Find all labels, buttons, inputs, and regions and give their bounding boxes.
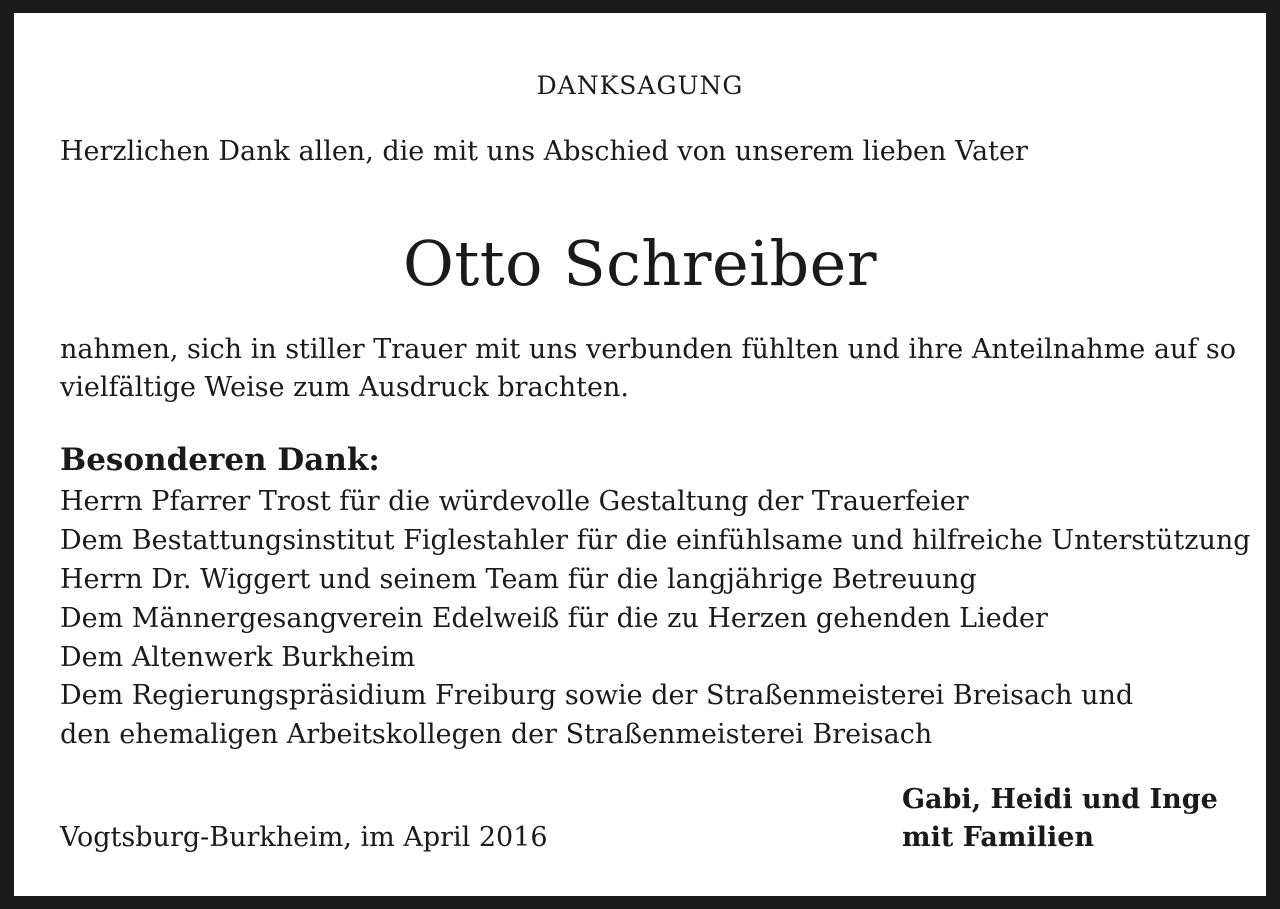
notice-heading: DANKSAGUNG [536,71,744,100]
body-text-line-2: vielfältige Weise zum Ausdruck brachten. [60,372,629,403]
thanks-item: Dem Regierungspräsidium Freiburg sowie der Straßenmeisterei Breisach und [60,680,1134,711]
intro-text: Herzlichen Dank allen, die mit uns Abschied von unserem lieben Vater [60,136,1028,167]
place-date: Vogtsburg-Burkheim, im April 2016 [60,822,548,853]
signature-line-2: mit Familien [902,822,1095,853]
thanks-item: Dem Männergesangverein Edelweiß für die zu Herzen gehenden Lieder [60,603,1048,634]
obituary-notice [14,13,1266,896]
thanks-item: Herrn Pfarrer Trost für die würdevolle Gestaltung der Trauerfeier [60,486,969,517]
deceased-name: Otto Schreiber [403,227,877,300]
special-thanks-title: Besonderen Dank: [60,442,380,478]
thanks-item: Herrn Dr. Wiggert und seinem Team für die langjährige Betreuung [60,564,977,595]
body-text-line-1: nahmen, sich in stiller Trauer mit uns verbunden fühlten und ihre Anteilnahme auf so [60,334,1237,365]
signature-line-1: Gabi, Heidi und Inge [902,784,1218,815]
thanks-item: den ehemaligen Arbeitskollegen der Straßenmeisterei Breisach [60,719,933,750]
thanks-item: Dem Bestattungsinstitut Figlestahler für die einfühlsame und hilfreiche Unterstützung [60,525,1251,556]
thanks-item: Dem Altenwerk Burkheim [60,642,416,673]
